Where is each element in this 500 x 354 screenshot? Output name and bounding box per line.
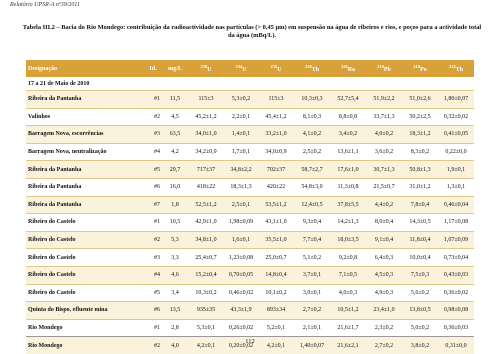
value-cell: 10,1±0,2: [258, 284, 294, 302]
value-cell: 1,80±0,07: [438, 91, 474, 109]
value-cell: 1,07±0,09: [438, 231, 474, 249]
sample-id: #2: [144, 337, 162, 354]
value-cell: 1,17±0,08: [438, 214, 474, 232]
page-number: 112: [245, 338, 255, 345]
sample-id: #1: [144, 91, 162, 109]
value-cell: 0,46±0,04: [438, 196, 474, 214]
value-cell: 2,2±0,1: [224, 108, 258, 126]
column-header: mg/L: [168, 65, 182, 72]
value-cell: 7,1±0,5: [330, 266, 366, 284]
value-cell: 12,4±0,5: [294, 196, 330, 214]
table-row: [26, 161, 474, 179]
radioactivity-table: [26, 60, 474, 354]
value-cell: 0,41±0,05: [438, 126, 474, 144]
value-cell: 3,4±0,2: [330, 126, 366, 144]
value-cell: 2,5±0,1: [224, 196, 258, 214]
value-cell: 420±22: [258, 178, 294, 196]
value-cell: 34,0±0,9: [258, 143, 294, 161]
sample-id: #1: [144, 319, 162, 337]
page-rule: [26, 336, 474, 337]
column-header: $^{210}$Pb: [377, 64, 391, 73]
column-header: $^{210}$Po: [413, 64, 427, 73]
table-header: [26, 60, 474, 77]
column-header: Designação: [28, 65, 57, 72]
value-cell: 63,5: [162, 126, 188, 144]
value-cell: 4,0: [162, 337, 188, 354]
site-name: Rio Mondego: [26, 319, 144, 337]
value-cell: 31,0±1,2: [402, 178, 438, 196]
value-cell: 14,8±0,4: [258, 266, 294, 284]
site-name: Rio Mondego: [26, 337, 144, 354]
value-cell: 115±3: [258, 91, 294, 109]
column-header: $^{226}$Ra: [340, 64, 356, 73]
value-cell: 5,3: [162, 231, 188, 249]
value-cell: 0,20±0,02: [224, 337, 258, 354]
value-cell: 5,6±0,2: [402, 284, 438, 302]
value-cell: 29,7: [162, 161, 188, 179]
value-cell: 11,5: [162, 91, 188, 109]
value-cell: 34,8±1,0: [188, 231, 224, 249]
site-name: Ribeira da Pantanha: [26, 91, 144, 109]
value-cell: 9,1±0,4: [366, 231, 402, 249]
value-cell: 11,3±0,8: [330, 178, 366, 196]
value-cell: 21,5±0,7: [366, 178, 402, 196]
value-cell: 33,7±1,3: [366, 108, 402, 126]
value-cell: 10,0±0,4: [402, 249, 438, 267]
sample-id: #5: [144, 284, 162, 302]
site-name: Ribeiro do Castelo: [26, 231, 144, 249]
value-cell: 7,5±0,3: [402, 266, 438, 284]
value-cell: 893±34: [258, 302, 294, 320]
value-cell: 0,98±0,08: [438, 302, 474, 320]
value-cell: 3,4: [162, 284, 188, 302]
table-row: [26, 284, 474, 302]
value-cell: 9,2±0,8: [330, 249, 366, 267]
value-cell: 4,2±0,1: [188, 337, 224, 354]
value-cell: 115±3: [188, 91, 224, 109]
value-cell: 14,3±0,5: [402, 214, 438, 232]
value-cell: 13,5: [162, 302, 188, 320]
value-cell: 0,46±0,02: [224, 284, 258, 302]
sample-id: #7: [144, 196, 162, 214]
value-cell: 0,36±0,02: [438, 284, 474, 302]
value-cell: 8,3±0,2: [402, 143, 438, 161]
sample-id: #2: [144, 108, 162, 126]
value-cell: 43,1±1,0: [258, 214, 294, 232]
table-row: [26, 319, 474, 337]
running-header: Relatório UPSR-A nº39/2011: [10, 2, 80, 8]
site-name: Ribeiro do Castelo: [26, 284, 144, 302]
table-row: [26, 249, 474, 267]
site-name: Ribeira da Pantanha: [26, 196, 144, 214]
sample-id: #3: [144, 249, 162, 267]
value-cell: 3,8±0,2: [402, 337, 438, 354]
value-cell: 0,32±0,02: [438, 108, 474, 126]
value-cell: 21,6±2,1: [330, 337, 366, 354]
sample-id: #6: [144, 302, 162, 320]
table-body: [26, 77, 474, 354]
value-cell: 18,0±3,5: [330, 231, 366, 249]
site-name: Barragem Nova, escorrências: [26, 126, 144, 144]
value-cell: 21,6±1,7: [330, 319, 366, 337]
value-cell: 34,0±1,0: [188, 126, 224, 144]
value-cell: 935±35: [188, 302, 224, 320]
value-cell: 11,8±0,4: [402, 231, 438, 249]
value-cell: 13,6±1,1: [330, 143, 366, 161]
value-cell: 23,4±1,0: [366, 302, 402, 320]
site-name: Ribeiro do Castelo: [26, 214, 144, 232]
column-header: $^{232}$Th: [448, 64, 464, 73]
value-cell: 6,4±0,3: [366, 249, 402, 267]
table-row: [26, 266, 474, 284]
period-label: 17 a 21 de Maio de 2010: [28, 80, 90, 87]
value-cell: 37,8±5,5: [330, 196, 366, 214]
value-cell: 1,6±0,1: [224, 231, 258, 249]
value-cell: 0,73±0,04: [438, 249, 474, 267]
table-row: [26, 143, 474, 161]
value-cell: 34,8±2,2: [224, 161, 258, 179]
value-cell: 4,0±0,2: [366, 126, 402, 144]
value-cell: 16,0: [162, 178, 188, 196]
value-cell: 18,3±1,2: [402, 126, 438, 144]
value-cell: 1,98±0,09: [224, 214, 258, 232]
site-name: Barragem Nova, neutralização: [26, 143, 144, 161]
sample-id: #2: [144, 231, 162, 249]
value-cell: 14,2±1,3: [330, 214, 366, 232]
value-cell: 8,8±0,8: [330, 108, 366, 126]
value-cell: 8,0±0,4: [366, 214, 402, 232]
value-cell: 50,2±2,5: [402, 108, 438, 126]
value-cell: 4,2±0,1: [258, 337, 294, 354]
site-name: Ribeira da Pantanha: [26, 161, 144, 179]
sample-id: #6: [144, 178, 162, 196]
sample-id: #3: [144, 126, 162, 144]
table-row: [26, 178, 474, 196]
sample-id: #4: [144, 143, 162, 161]
column-header: Id.: [149, 65, 157, 72]
value-cell: 9,3±0,4: [294, 214, 330, 232]
value-cell: 5,3±0,2: [224, 91, 258, 109]
column-header: $^{235}$U: [270, 64, 282, 73]
site-name: Ribeira da Pantanha: [26, 178, 144, 196]
sample-id: #5: [144, 161, 162, 179]
column-header: $^{238}$U: [200, 64, 212, 73]
value-cell: 10,3±0,2: [188, 284, 224, 302]
value-cell: 34,2±0,9: [188, 143, 224, 161]
value-cell: 0,36±0,03: [438, 319, 474, 337]
value-cell: 4,6: [162, 266, 188, 284]
value-cell: 2,7±0,2: [366, 337, 402, 354]
value-cell: 45,4±1,2: [258, 108, 294, 126]
table-row: [26, 302, 474, 320]
value-cell: 58,7±2,7: [294, 161, 330, 179]
value-cell: 3,3: [162, 249, 188, 267]
value-cell: 53,5±1,2: [258, 196, 294, 214]
value-cell: 10,5±1,2: [330, 302, 366, 320]
value-cell: 4,5±0,3: [366, 266, 402, 284]
value-cell: 8,1±0,3: [294, 108, 330, 126]
value-cell: 2,5±0,2: [294, 143, 330, 161]
value-cell: 1,7±0,1: [224, 143, 258, 161]
value-cell: 7,7±0,4: [294, 231, 330, 249]
table-row: [26, 126, 474, 144]
value-cell: 2,1±0,1: [294, 319, 330, 337]
value-cell: 25,4±0,7: [188, 249, 224, 267]
value-cell: 10,3±0,3: [294, 91, 330, 109]
value-cell: 5,2±0,1: [258, 319, 294, 337]
table-row: [26, 108, 474, 126]
value-cell: 25,0±0,7: [258, 249, 294, 267]
value-cell: 1,23±0,08: [224, 249, 258, 267]
value-cell: 51,9±2,2: [366, 91, 402, 109]
value-cell: 2,7±0,2: [294, 302, 330, 320]
value-cell: 418±22: [188, 178, 224, 196]
value-cell: 15,2±0,4: [188, 266, 224, 284]
value-cell: 35,5±1,0: [258, 231, 294, 249]
value-cell: 702±37: [258, 161, 294, 179]
value-cell: 33,2±1,0: [258, 126, 294, 144]
value-cell: 52,7±5,4: [330, 91, 366, 109]
value-cell: 51,0±2,6: [402, 91, 438, 109]
sample-id: #4: [144, 266, 162, 284]
sample-id: #1: [144, 214, 162, 232]
value-cell: 52,5±1,2: [188, 196, 224, 214]
table-row: [26, 214, 474, 232]
value-cell: 1,8: [162, 196, 188, 214]
column-header: $^{230}$Th: [304, 64, 320, 73]
column-header: $^{234}$U: [235, 64, 247, 73]
value-cell: 13,8±0,5: [402, 302, 438, 320]
value-cell: 3,7±0,1: [294, 266, 330, 284]
site-name: Quinta do Bispo, efluente mina: [26, 302, 144, 320]
value-cell: 0,31±0,0: [438, 337, 474, 354]
value-cell: 4,5: [162, 108, 188, 126]
value-cell: 4,2: [162, 143, 188, 161]
table-row: [26, 231, 474, 249]
value-cell: 4,1±0,2: [294, 126, 330, 144]
value-cell: 5,1±0,2: [294, 249, 330, 267]
value-cell: 4,0±0,3: [330, 284, 366, 302]
value-cell: 18,3±1,3: [224, 178, 258, 196]
value-cell: 3,6±0,2: [366, 143, 402, 161]
value-cell: 4,4±0,2: [366, 196, 402, 214]
value-cell: 717±37: [188, 161, 224, 179]
value-cell: 1,3±0,1: [438, 178, 474, 196]
value-cell: 1,4±0,1: [224, 126, 258, 144]
value-cell: 42,9±1,0: [188, 214, 224, 232]
value-cell: 50,8±1,3: [402, 161, 438, 179]
site-name: Ribeiro do Castelo: [26, 249, 144, 267]
value-cell: 4,9±0,3: [366, 284, 402, 302]
table-row: [26, 196, 474, 214]
value-cell: 1,9±0,1: [438, 161, 474, 179]
value-cell: 0,26±0,02: [224, 319, 258, 337]
value-cell: 3,0±0,1: [294, 284, 330, 302]
value-cell: 0,43±0,03: [438, 266, 474, 284]
value-cell: 30,7±1,3: [366, 161, 402, 179]
table-caption: Tabela III.2 – Bacia do Rio Mondego: contribuição da radioactividade nas partículas (> 0,45 µm) em suspensão na água de ribeiros e rios, e poços para a actividade total da água (mBq/L).: [22, 24, 482, 39]
value-cell: 5,0±0,2: [402, 319, 438, 337]
value-cell: 0,70±0,05: [224, 266, 258, 284]
value-cell: 10,5: [162, 214, 188, 232]
value-cell: 43,3±1,9: [224, 302, 258, 320]
value-cell: 1,40±0,07: [294, 337, 330, 354]
value-cell: 2,3±0,2: [366, 319, 402, 337]
site-name: Ribeiro do Castelo: [26, 266, 144, 284]
value-cell: 45,2±1,2: [188, 108, 224, 126]
value-cell: 5,3±0,1: [188, 319, 224, 337]
site-name: Valinhos: [26, 108, 144, 126]
value-cell: 17,6±1,0: [330, 161, 366, 179]
value-cell: 2,8: [162, 319, 188, 337]
table-row: [26, 91, 474, 109]
value-cell: 0,22±0,0: [438, 143, 474, 161]
value-cell: 54,8±3,0: [294, 178, 330, 196]
value-cell: 7,8±0,4: [402, 196, 438, 214]
